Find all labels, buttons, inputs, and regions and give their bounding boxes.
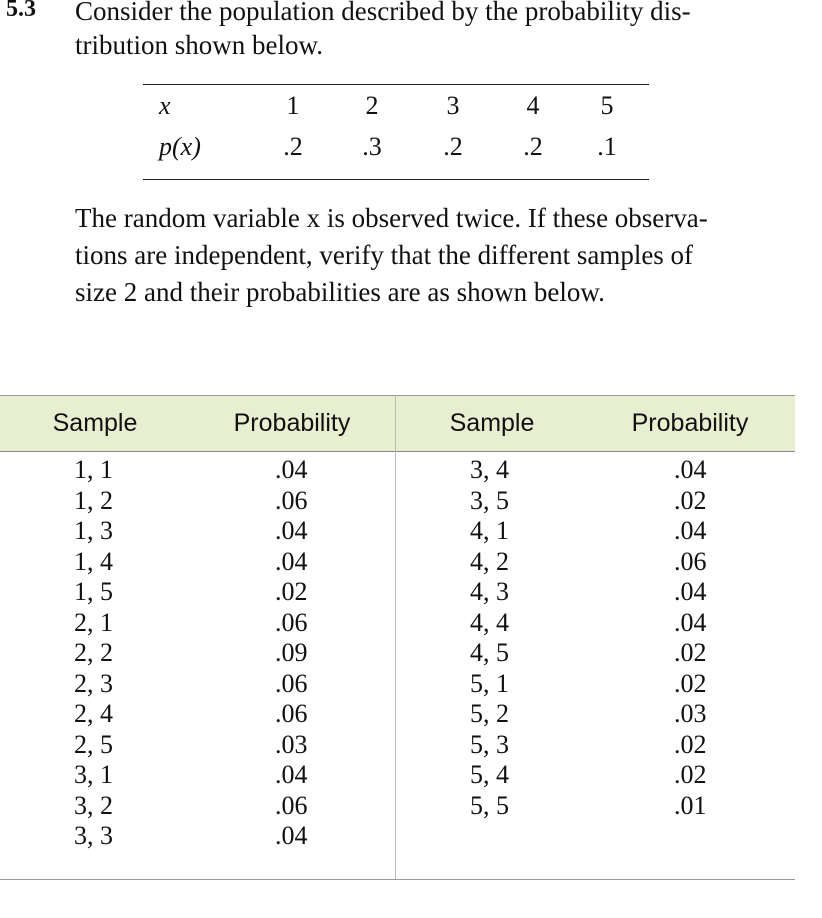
problem-number: 5.3 [6, 0, 36, 22]
probability-cell: .04 [674, 516, 707, 545]
probability-cell: .06 [275, 607, 308, 637]
probability-cell: .04 [275, 821, 308, 850]
header-sample-right: Sample [449, 409, 535, 437]
probability-cell: .03 [674, 699, 707, 728]
sample-cell: 5, 3 [470, 729, 509, 759]
table-header [0, 395, 795, 452]
x-value: 2 [365, 91, 379, 120]
paragraph-line: tions are independent, verify that the different samples of [75, 240, 694, 270]
header-rule [0, 451, 795, 452]
sample-cell: 1, 4 [74, 546, 113, 576]
sample-cell: 1, 1 [74, 455, 113, 484]
column-divider [395, 395, 396, 880]
probability-cell: .06 [275, 699, 308, 728]
p-value: .2 [523, 132, 543, 161]
sample-cell: 5, 4 [470, 760, 509, 789]
header-sample-left: Sample [52, 409, 138, 437]
probability-cell: .06 [275, 668, 308, 698]
sample-cell: 4, 2 [470, 546, 509, 576]
probability-cell: .02 [674, 668, 707, 698]
x-value: 3 [446, 91, 460, 120]
paragraph-line: size 2 and their probabilities are as shown below. [75, 277, 605, 307]
problem-intro [75, 0, 795, 62]
sample-cell: 5, 2 [470, 699, 509, 728]
sample-probability-table [0, 395, 795, 880]
x-label: x [159, 91, 171, 120]
paragraph-line: The random variable x is observed twice. If these observa- [75, 203, 708, 233]
p-value: .2 [283, 132, 303, 161]
sample-cell: 2, 4 [74, 699, 113, 728]
intro-line: tribution shown below. [75, 30, 323, 60]
probability-cell: .06 [275, 485, 308, 515]
verification-paragraph [75, 200, 800, 311]
x-value: 1 [286, 91, 300, 120]
p-label: p(x) [159, 132, 201, 161]
probability-cell: .04 [674, 577, 707, 606]
right-sample-column [470, 455, 509, 821]
sample-cell: 1, 5 [74, 577, 113, 606]
header-probability-left: Probability [233, 409, 351, 437]
distribution-table [143, 84, 649, 180]
left-sample-column [74, 455, 113, 852]
probability-cell: .02 [674, 729, 707, 759]
sample-cell: 3, 3 [74, 821, 113, 850]
probability-cell: .02 [275, 577, 308, 606]
x-value: 5 [600, 91, 614, 120]
header-probability-right: Probability [631, 409, 749, 437]
sample-cell: 3, 2 [74, 790, 113, 820]
bottom-rule [0, 879, 795, 880]
probability-cell: .04 [275, 760, 308, 789]
probability-cell: .09 [275, 638, 308, 667]
sample-cell: 2, 2 [74, 638, 113, 667]
p-value: .3 [362, 132, 382, 161]
sample-cell: 3, 5 [470, 485, 509, 515]
sample-cell: 2, 5 [74, 729, 113, 759]
sample-cell: 2, 1 [74, 607, 113, 637]
sample-cell: 4, 4 [470, 607, 509, 637]
sample-cell: 3, 1 [74, 760, 113, 789]
probability-cell: .06 [674, 546, 707, 576]
sample-cell: 3, 4 [470, 455, 509, 484]
probability-cell: .04 [674, 607, 707, 637]
probability-cell: .04 [275, 516, 308, 545]
probability-cell: .06 [275, 790, 308, 820]
sample-cell: 4, 5 [470, 638, 509, 667]
probability-cell: .02 [674, 485, 707, 515]
sample-cell: 4, 3 [470, 577, 509, 606]
probability-cell: .02 [674, 760, 707, 789]
probability-cell: .04 [275, 546, 308, 576]
probability-cell: .02 [674, 638, 707, 667]
probability-cell: .01 [674, 790, 707, 820]
p-value: .1 [597, 132, 617, 161]
sample-cell: 2, 3 [74, 668, 113, 698]
x-value: 4 [526, 91, 540, 120]
sample-cell: 1, 2 [74, 485, 113, 515]
sample-cell: 1, 3 [74, 516, 113, 545]
p-value: .2 [443, 132, 463, 161]
sample-cell: 5, 1 [470, 668, 509, 698]
intro-line: Consider the population described by the probability dis- [75, 0, 691, 26]
probability-cell: .04 [275, 455, 308, 484]
probability-cell: .03 [275, 729, 308, 759]
right-probability-column [674, 455, 707, 821]
probability-cell: .04 [674, 455, 707, 484]
sample-cell: 5, 5 [470, 790, 509, 820]
left-probability-column [275, 455, 308, 852]
sample-cell: 4, 1 [470, 516, 509, 545]
